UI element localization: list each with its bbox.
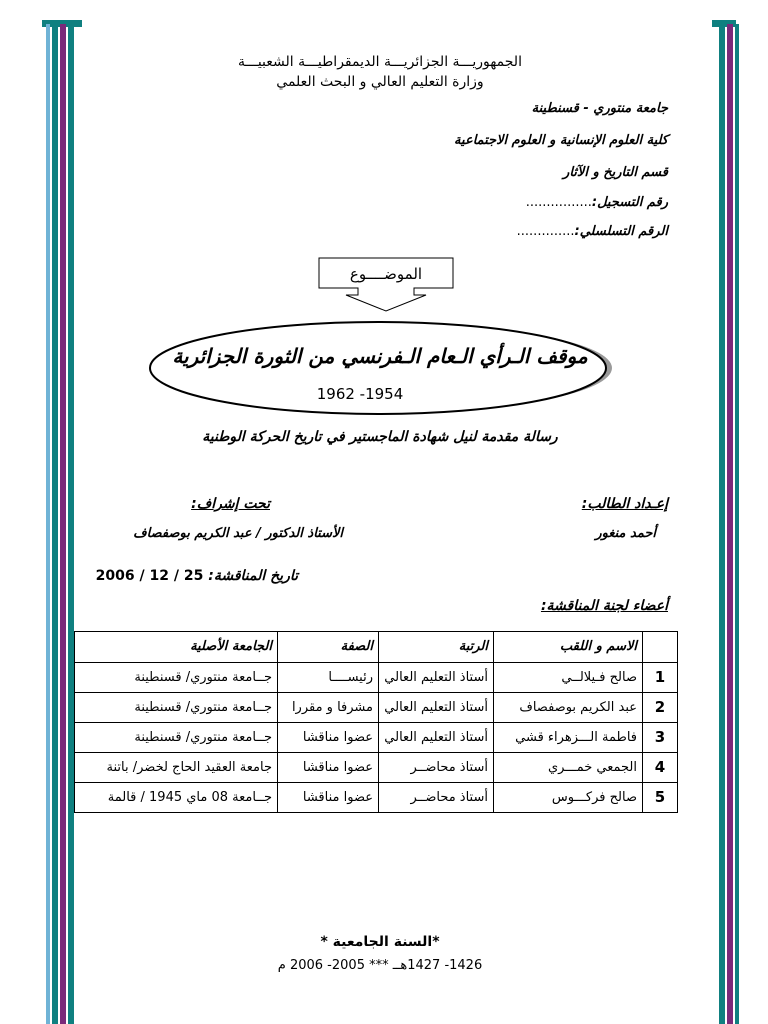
table-row xyxy=(75,693,678,723)
row-rank: أستاذ التعليم العالي xyxy=(379,723,494,753)
row-rank: أستاذ التعليم العالي xyxy=(379,663,494,693)
table-row xyxy=(75,753,678,783)
ministry-heading: وزارة التعليم العالي و البحث العلمي xyxy=(276,74,484,90)
thesis-years: 1962 -1954 xyxy=(316,385,404,403)
jury-label: أعضاء لجنة المناقشة: xyxy=(540,598,668,614)
left-border-stripe-4 xyxy=(68,24,74,1024)
table-header-rank: الرتبة xyxy=(379,632,494,663)
row-name: عبد الكريم بوصفصاف xyxy=(494,693,643,723)
serial-label: الرقم التسلسلي: xyxy=(574,224,668,239)
defense-label: تاريخ المناقشة: xyxy=(208,568,298,584)
registration-line xyxy=(526,195,668,210)
subject-label: الموضــــوع xyxy=(349,265,423,283)
jury-table xyxy=(74,631,678,813)
student-label: إعـداد الطالب: xyxy=(581,496,668,512)
table-header-role: الصفة xyxy=(278,632,379,663)
faculty-name: كلية العلوم الإنسانية و العلوم الاجتماعية xyxy=(454,133,668,148)
row-number: 2 xyxy=(643,693,678,723)
table-row xyxy=(75,663,678,693)
left-border-stripe-2 xyxy=(52,24,58,1024)
supervisor-name: الأستاذ الدكتور / عبد الكريم بوصفصاف xyxy=(133,526,343,541)
row-university: جــامعة منتوري/ قسنطينة xyxy=(75,723,278,753)
thesis-note: رسالة مقدمة لنيل شهادة الماجستير في تاريخ الحركة الوطنية xyxy=(202,429,558,445)
row-rank: أستاذ محاضــر xyxy=(379,783,494,813)
right-border-stripe-2 xyxy=(727,24,733,1024)
academic-year-label: *السنة الجامعية * xyxy=(320,934,440,950)
academic-year: 1426- 1427هــ *** 2005- 2006 م xyxy=(277,958,483,973)
row-role: عضوا مناقشا xyxy=(278,783,379,813)
row-rank: أستاذ التعليم العالي xyxy=(379,693,494,723)
row-university: جــامعة 08 ماي 1945 / قالمة xyxy=(75,783,278,813)
table-header-name: الاسم و اللقب xyxy=(494,632,643,663)
table-row xyxy=(75,783,678,813)
university-name: جامعة منتوري - قسنطينة xyxy=(531,101,668,116)
student-name: أحمد منغور xyxy=(595,526,656,541)
right-border-stripe-1 xyxy=(719,24,725,1024)
row-number: 5 xyxy=(643,783,678,813)
defense-date-line xyxy=(96,568,298,584)
row-rank: أستاذ محاضــر xyxy=(379,753,494,783)
title-ellipse xyxy=(145,318,615,418)
row-university: جامعة العقيد الحاج لخضر/ باتنة xyxy=(75,753,278,783)
row-university: جــامعة منتوري/ قسنطينة xyxy=(75,663,278,693)
registration-label: رقم التسجيل: xyxy=(591,195,668,210)
row-number: 3 xyxy=(643,723,678,753)
table-header-num xyxy=(643,632,678,663)
row-name: صالح فركـــوس xyxy=(494,783,643,813)
thesis-title: موقف الـرأي الـعام الـفرنسي من الثورة الجزائرية xyxy=(172,344,588,368)
department-name: قسم التاريخ و الآثار xyxy=(563,165,668,180)
supervisor-label: تحت إشراف: xyxy=(191,496,270,512)
row-number: 4 xyxy=(643,753,678,783)
republic-heading: الجمهوريـــة الجزائريـــة الديمقراطيـــة الشعبيـــة xyxy=(238,54,522,70)
table-row xyxy=(75,723,678,753)
row-role: عضوا مناقشا xyxy=(278,723,379,753)
row-number: 1 xyxy=(643,663,678,693)
left-border-stripe-1 xyxy=(46,24,50,1024)
row-role: مشرفا و مقررا xyxy=(278,693,379,723)
right-border-stripe-3 xyxy=(735,24,739,1024)
row-name: صالح فـيلالــي xyxy=(494,663,643,693)
serial-value: .............. xyxy=(516,224,575,239)
row-role: عضوا مناقشا xyxy=(278,753,379,783)
table-header-university: الجامعة الأصلية xyxy=(75,632,278,663)
serial-line xyxy=(517,224,668,239)
row-name: الجمعي خمـــري xyxy=(494,753,643,783)
table-header-row xyxy=(75,632,678,663)
row-name: فاطمة الـــزهراء قشي xyxy=(494,723,643,753)
defense-date: 25 / 12 / 2006 xyxy=(95,568,204,584)
registration-value: ................ xyxy=(525,195,592,210)
row-university: جــامعة منتوري/ قسنطينة xyxy=(75,693,278,723)
left-border-stripe-3 xyxy=(60,24,66,1024)
row-role: رئيســــا xyxy=(278,663,379,693)
